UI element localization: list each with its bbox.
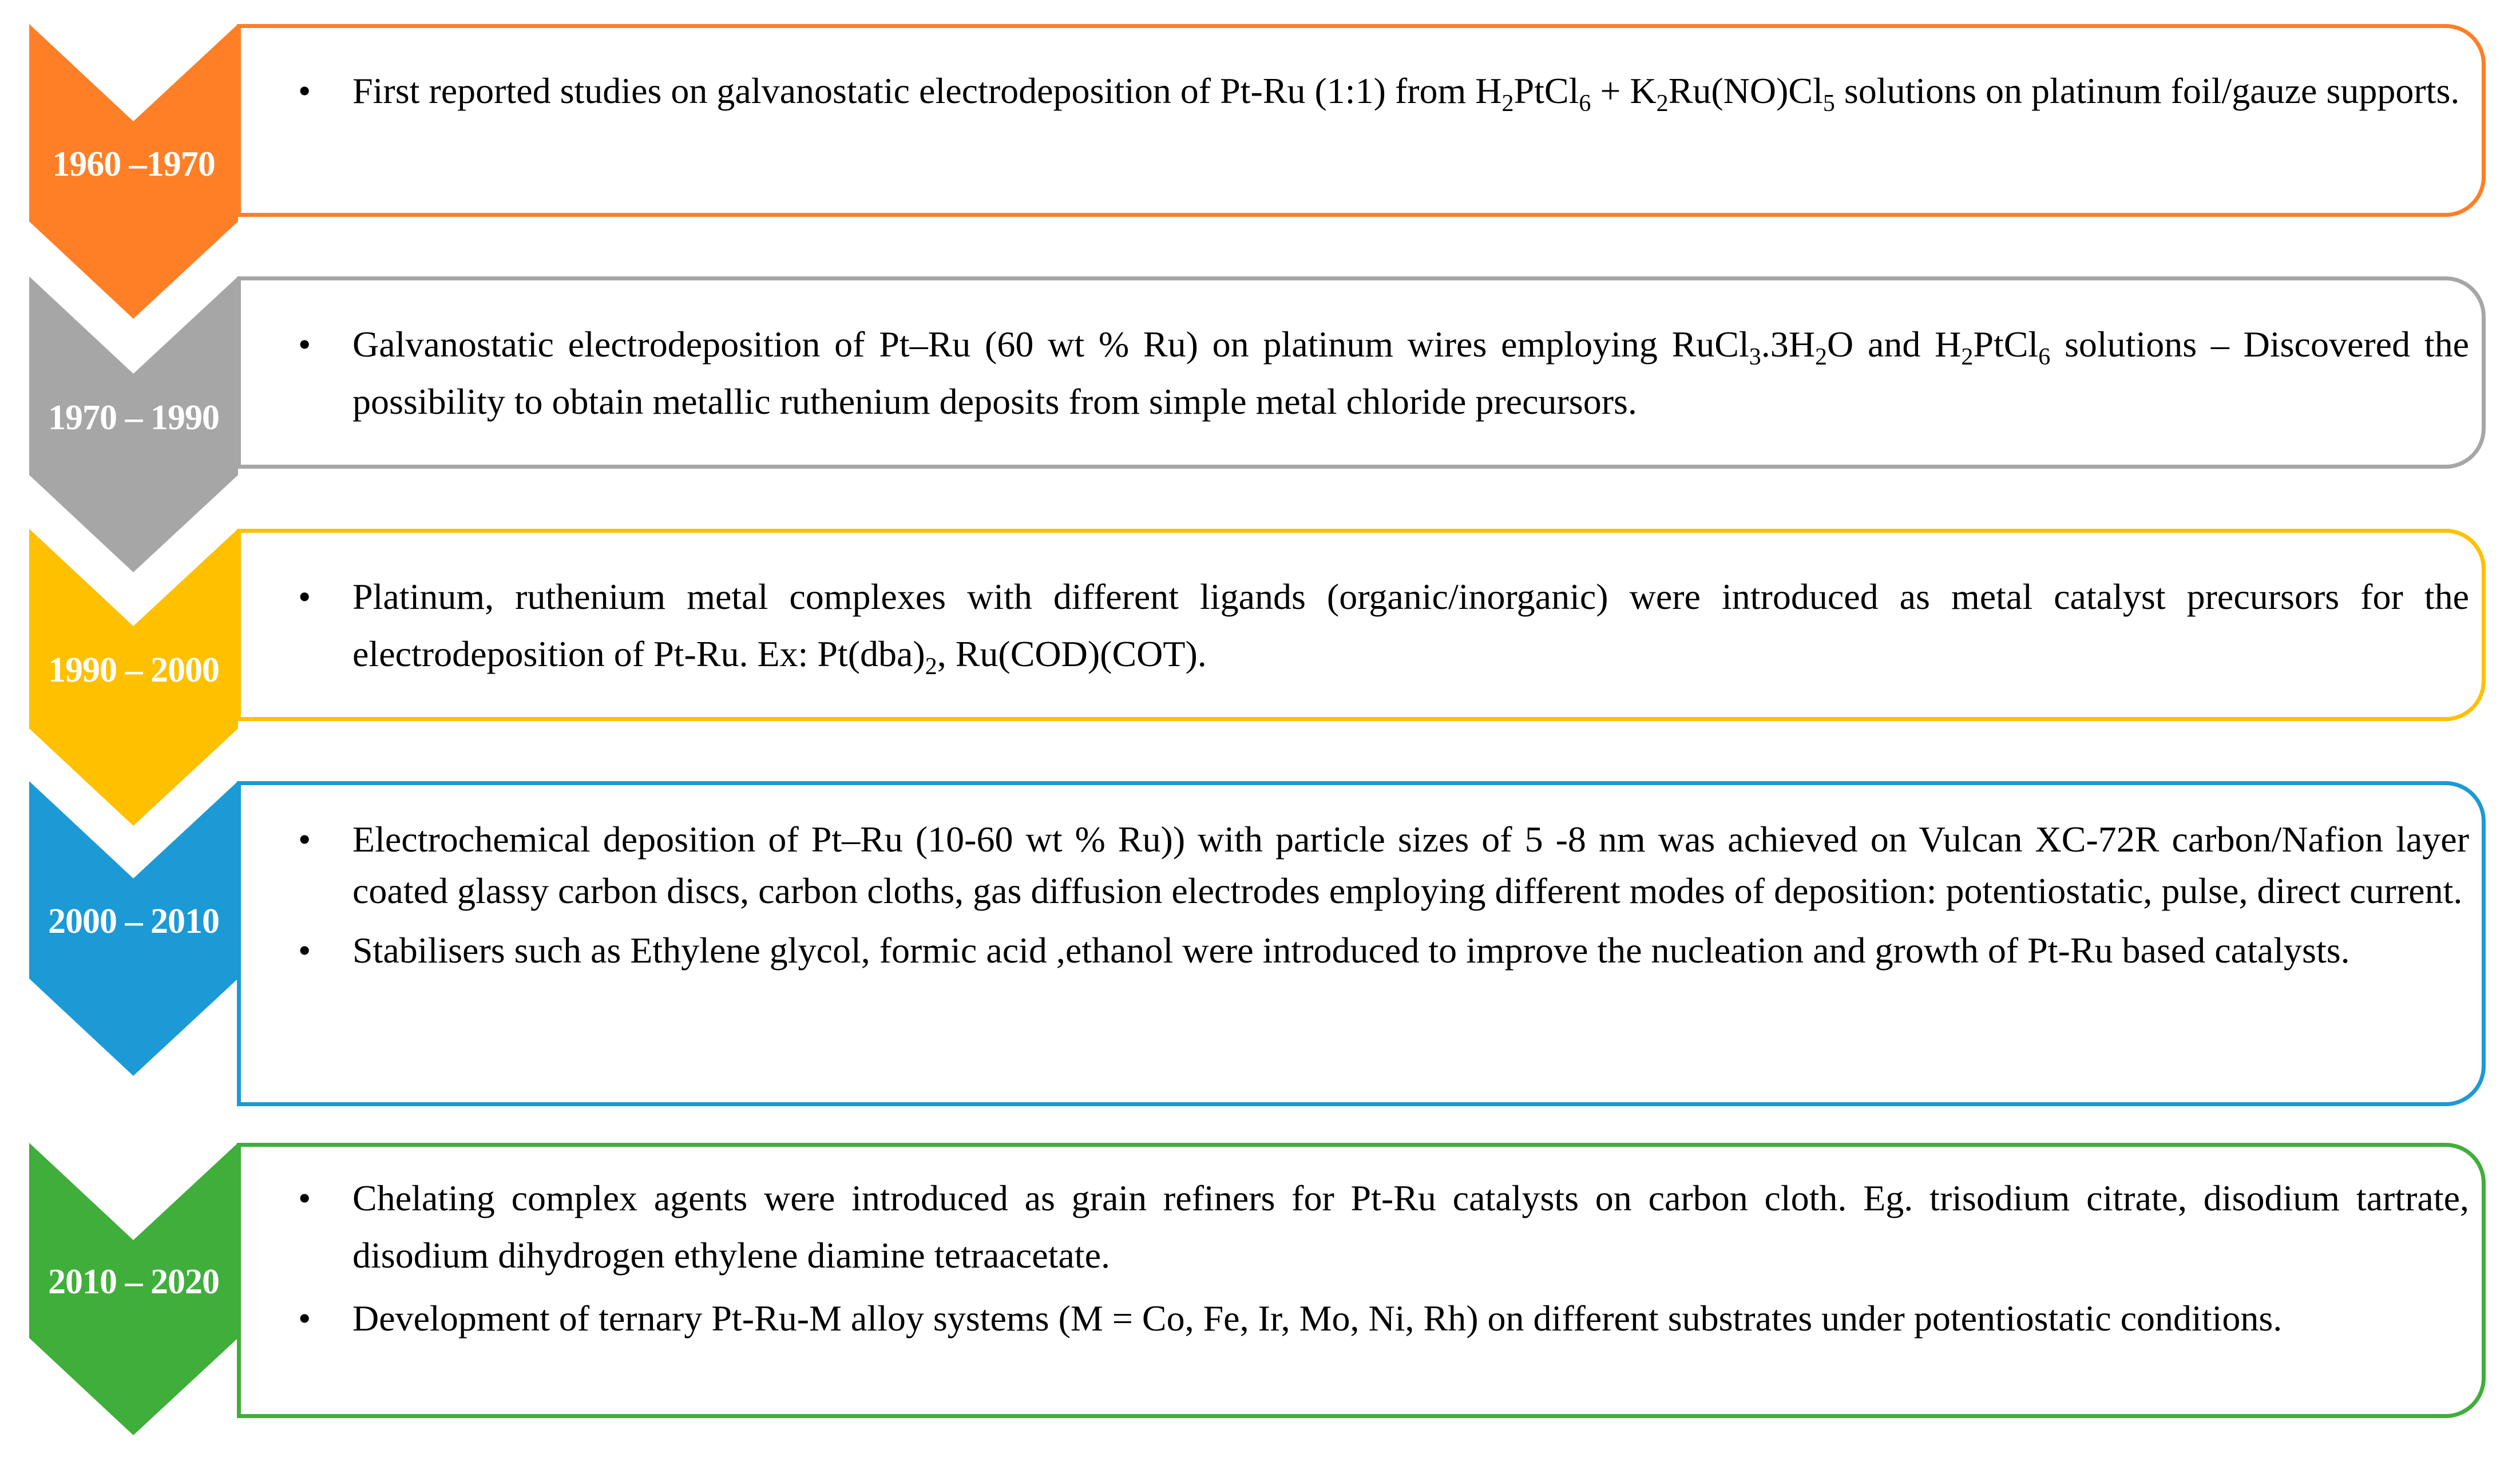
bullet-list xyxy=(298,814,2469,976)
period-label: 2010 – 2020 xyxy=(48,1262,219,1301)
chevron-2010-2020 xyxy=(29,1143,238,1435)
list-item xyxy=(298,568,2469,683)
bullet-icon: • xyxy=(298,576,311,617)
bullet-icon: • xyxy=(298,70,311,111)
bullet-icon: • xyxy=(298,1178,311,1218)
period-label: 1990 – 2000 xyxy=(48,651,219,690)
period-label: 1960 –1970 xyxy=(52,145,215,184)
list-item xyxy=(298,1170,2469,1284)
chevron-1970-1990 xyxy=(29,276,238,572)
stage-box-2010-2020 xyxy=(237,1143,2486,1418)
bullet-text: Platinum, ruthenium metal complexes with different ligands (organic/inorganic) were introduced as metal catalyst precursors for the electrodeposition of Pt-Ru. Ex: $Pt(dba)_2$, Ru(COD)(COT). xyxy=(352,576,2469,680)
bullet-icon: • xyxy=(298,930,311,971)
bullet-text: Development of ternary Pt-Ru-M alloy systems (M = Co, Fe, Ir, Mo, Ni, Rh) on different substrates under potentiostatic conditions. xyxy=(352,1298,2283,1339)
stage-box-1970-1990 xyxy=(237,276,2486,469)
list-item xyxy=(298,814,2469,917)
bullet-icon: • xyxy=(298,1298,311,1339)
bullet-list xyxy=(298,568,2469,683)
stage-box-1960-1970 xyxy=(237,24,2486,217)
bullet-text: First reported studies on galvanostatic electrodeposition of Pt-Ru (1:1) from $H_2PtCl_6 + K_2Ru(NO)Cl_5$ solutions on platinum foil/gauze supports. xyxy=(352,70,2460,117)
bullet-icon: • xyxy=(298,819,311,860)
list-item xyxy=(298,62,2469,120)
bullet-list xyxy=(298,316,2469,430)
stage-box-1990-2000 xyxy=(237,529,2486,721)
period-label: 1970 – 1990 xyxy=(48,398,219,437)
chevron-1960-1970 xyxy=(29,24,238,319)
bullet-text: Chelating complex agents were introduced as grain refiners for Pt-Ru catalysts on carbon cloth. Eg. trisodium citrate, disodium tartrate, disodium dihydrogen ethylene diamine tetraacetate. xyxy=(352,1178,2469,1276)
list-item xyxy=(298,925,2469,976)
stage-box-2000-2010 xyxy=(237,781,2486,1106)
chevron-2000-2010 xyxy=(29,781,238,1076)
bullet-icon: • xyxy=(298,324,311,365)
list-item xyxy=(298,1290,2469,1347)
list-item xyxy=(298,316,2469,430)
bullet-text: Galvanostatic electrodeposition of Pt–Ru (60 wt % Ru) on platinum wires employing $RuCl_3.3H_2O$ and $H_2PtCl_6$ solutions – Discovered the possibility to obtain metallic ruthenium deposits from simple metal chloride precursors. xyxy=(352,324,2470,422)
bullet-list xyxy=(298,1170,2469,1347)
bullet-text: Electrochemical deposition of Pt–Ru (10-60 wt % Ru)) with particle sizes of 5 -8 nm was achieved on Vulcan XC-72R carbon/Nafion layer coated glassy carbon discs, carbon cloths, gas diffusion electrodes employing different modes of deposition: potentiostatic, pulse, direct current. xyxy=(352,819,2469,911)
period-label: 2000 – 2010 xyxy=(48,902,219,941)
bullet-list xyxy=(298,62,2469,120)
bullet-text: Stabilisers such as Ethylene glycol, formic acid ,ethanol were introduced to improve the nucleation and growth of Pt-Ru based catalysts. xyxy=(352,930,2350,971)
